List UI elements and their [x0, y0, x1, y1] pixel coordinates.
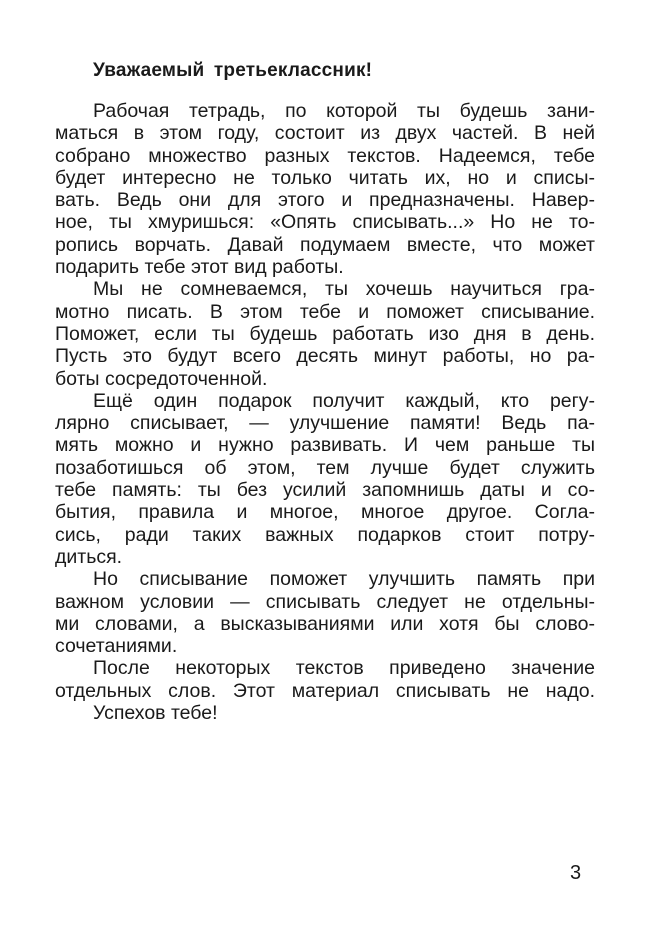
page-title: Уважаемый третьеклассник! [93, 60, 373, 81]
text-line: Рабочая тетрадь, по которой ты будешь зани- [93, 100, 595, 122]
text-line: собрано множество разных текстов. Надеемся, тебе [55, 144, 595, 167]
text-line: Пусть это будут всего десять минут работы, но ра- [55, 345, 595, 368]
text-line: ное, ты хмуришься: «Опять списывать...» Но не то- [55, 211, 595, 234]
text-line: вать. Ведь они для этого и предназначены. Навер- [55, 189, 595, 212]
text-line: ми словами, а высказываниями или хотя бы слово- [55, 612, 595, 635]
text-line: Мы не сомневаемся, ты хочешь научиться гра- [93, 278, 595, 301]
text-line: подарить тебе этот вид работы. [55, 256, 344, 279]
text-line: диться. [55, 545, 123, 568]
text-line: бытия, правила и многое, многое другое. Согла- [55, 501, 595, 524]
text-line: будет интересно не только читать их, но и списы- [55, 166, 595, 189]
text-line: мотно писать. В этом тебе и поможет списывание. [55, 300, 595, 323]
text-line: тебе память: ты без усилий запомнишь даты и со- [55, 479, 595, 502]
text-line: После некоторых текстов приведено значение [93, 657, 595, 680]
text-line: ропись ворчать. Давай подумаем вместе, что может [55, 233, 595, 256]
text-line: лярно списывает, — улучшение памяти! Ведь па- [55, 412, 595, 435]
text-line: отдельных слов. Этот материал списывать не надо. [55, 679, 595, 702]
text-line: важном условии — списывать следует не отдельны- [55, 590, 595, 613]
text-line: Но списывание поможет улучшить память при [93, 568, 595, 591]
text-line: боты сосредоточенной. [55, 367, 268, 390]
text-line: маться в этом году, состоит из двух частей. В ней [55, 122, 595, 145]
page-number: 3 [570, 862, 582, 884]
text-line: мять можно и нужно развивать. И чем раньше ты [55, 434, 595, 457]
letter-body [55, 100, 595, 724]
text-line: Поможет, если ты будешь работать изо дня в день. [55, 322, 595, 345]
text-line: позаботишься об этом, тем лучше будет служить [55, 456, 595, 479]
text-line: сись, ради таких важных подарков стоит потру- [55, 523, 595, 546]
text-line: Ещё один подарок получит каждый, кто регу- [93, 389, 595, 412]
text-line: Успехов тебе! [93, 702, 218, 725]
text-line: сочетаниями. [55, 635, 178, 658]
